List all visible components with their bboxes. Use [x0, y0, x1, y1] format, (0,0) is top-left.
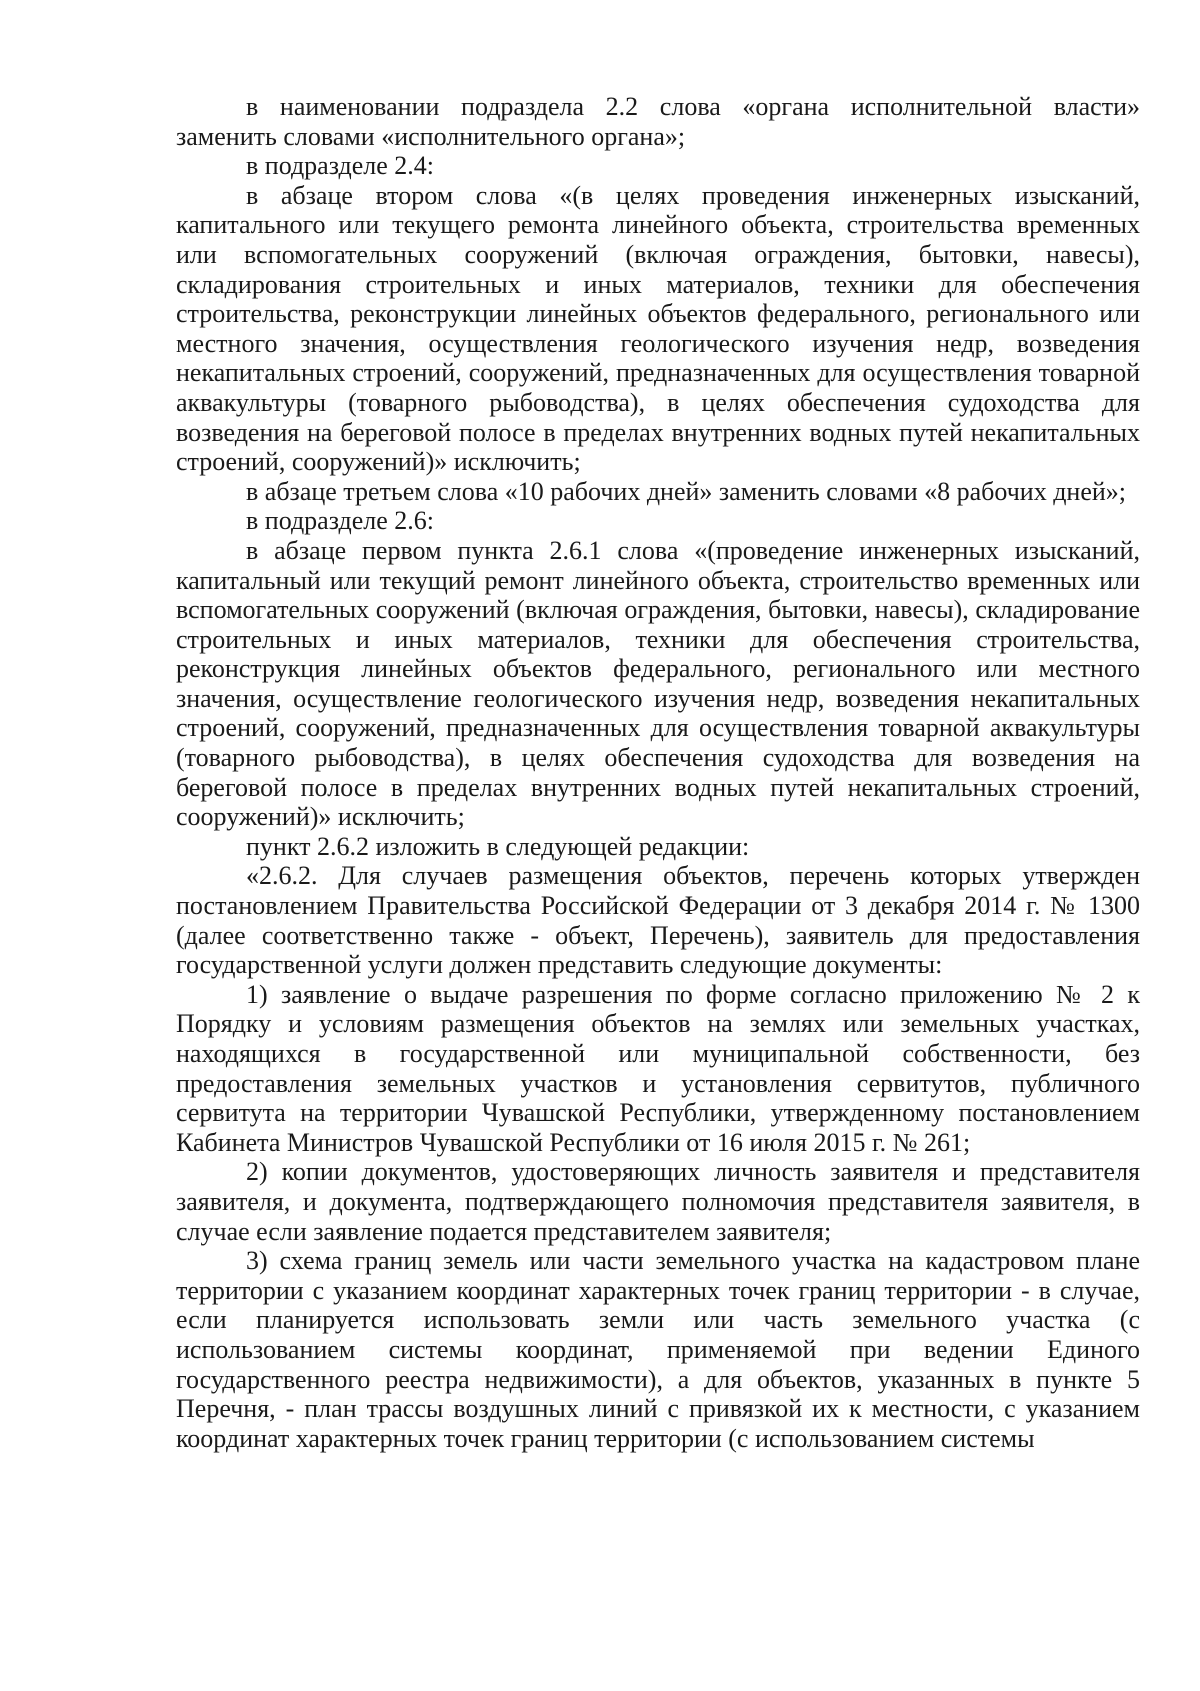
- document-page: [176, 92, 1140, 1453]
- list-item-3: 3) схема границ земель или части земельного участка на кадастровом плане территории с указанием координат характерных точек границ территории - в случае, если планируется использовать земли или часть земельного участка (с использованием системы координат, применяемой при ведении Единого государственного реестра недвижимости), а для объектов, указанных в пункте 5 Перечня, - план трассы воздушных линий с привязкой их к местности, с указанием координат характерных точек границ территории (с использованием системы: [176, 1246, 1140, 1453]
- paragraph-2-4-second-abzac: в абзаце втором слова «(в целях проведения инженерных изысканий, капитального или текущего ремонта линейного объекта, строительства временных или вспомогательных сооружений (включая ограждения, бытовки, навесы), складирования строительных и иных материалов, техники для обеспечения строительства, реконструкции линейных объектов федерального, регионального или местного значения, осуществления геологического изучения недр, возведения некапитальных строений, сооружений, предназначенных для осуществления товарной аквакультуры (товарного рыбоводства), в целях обеспечения судоходства для возведения на береговой полосе в пределах внутренних водных путей некапитальных строений, сооружений)» исключить;: [176, 180, 1140, 477]
- paragraph-2-6-2-intro: пункт 2.6.2 изложить в следующей редакции:: [246, 831, 750, 861]
- list-item-2: 2) копии документов, удостоверяющих личность заявителя и представителя заявителя, и документа, подтверждающего полномочия представителя заявителя, в случае если заявление подается представителем заявителя;: [176, 1157, 1140, 1246]
- list-item-1: 1) заявление о выдаче разрешения по форме согласно приложению № 2 к Порядку и условиям размещения объектов на землях или земельных участках, находящихся в государственной или муниципальной собственности, без предоставления земельных участков и установления сервитутов, публичного сервитута на территории Чувашской Республики, утвержденному постановлением Кабинета Министров Чувашской Республики от 16 июля 2015 г. № 261;: [176, 979, 1140, 1157]
- paragraph-subsection-2-6-heading: в подразделе 2.6:: [246, 506, 435, 536]
- paragraph-2-6-2-text: «2.6.2. Для случаев размещения объектов, перечень которых утвержден постановлением Правительства Российской Федерации от 3 декабря 2014 г. № 1300 (далее соответственно также - объект, Перечень), заявитель для предоставления государственной услуги должен представить следующие документы:: [176, 861, 1140, 980]
- paragraph-subsection-2-2: в наименовании подраздела 2.2 слова «органа исполнительной власти» заменить словами «исполнительного органа»;: [176, 92, 1140, 151]
- paragraph-2-6-1-first-abzac: в абзаце первом пункта 2.6.1 слова «(проведение инженерных изысканий, капитальный или текущий ремонт линейного объекта, строительство временных или вспомогательных сооружений (включая ограждения, бытовки, навесы), складирование строительных и иных материалов, техники для обеспечения строительства, реконструкция линейных объектов федерального, регионального или местного значения, осуществление геологического изучения недр, возведения некапитальных строений, сооружений, предназначенных для осуществления товарной аквакультуры (товарного рыбоводства), в целях обеспечения судоходства для возведения на береговой полосе в пределах внутренних водных путей некапитальных строений, сооружений)» исключить;: [176, 535, 1140, 832]
- paragraph-subsection-2-4-heading: в подразделе 2.4:: [246, 151, 435, 181]
- paragraph-2-4-third-abzac: в абзаце третьем слова «10 рабочих дней» заменить словами «8 рабочих дней»;: [246, 476, 1127, 506]
